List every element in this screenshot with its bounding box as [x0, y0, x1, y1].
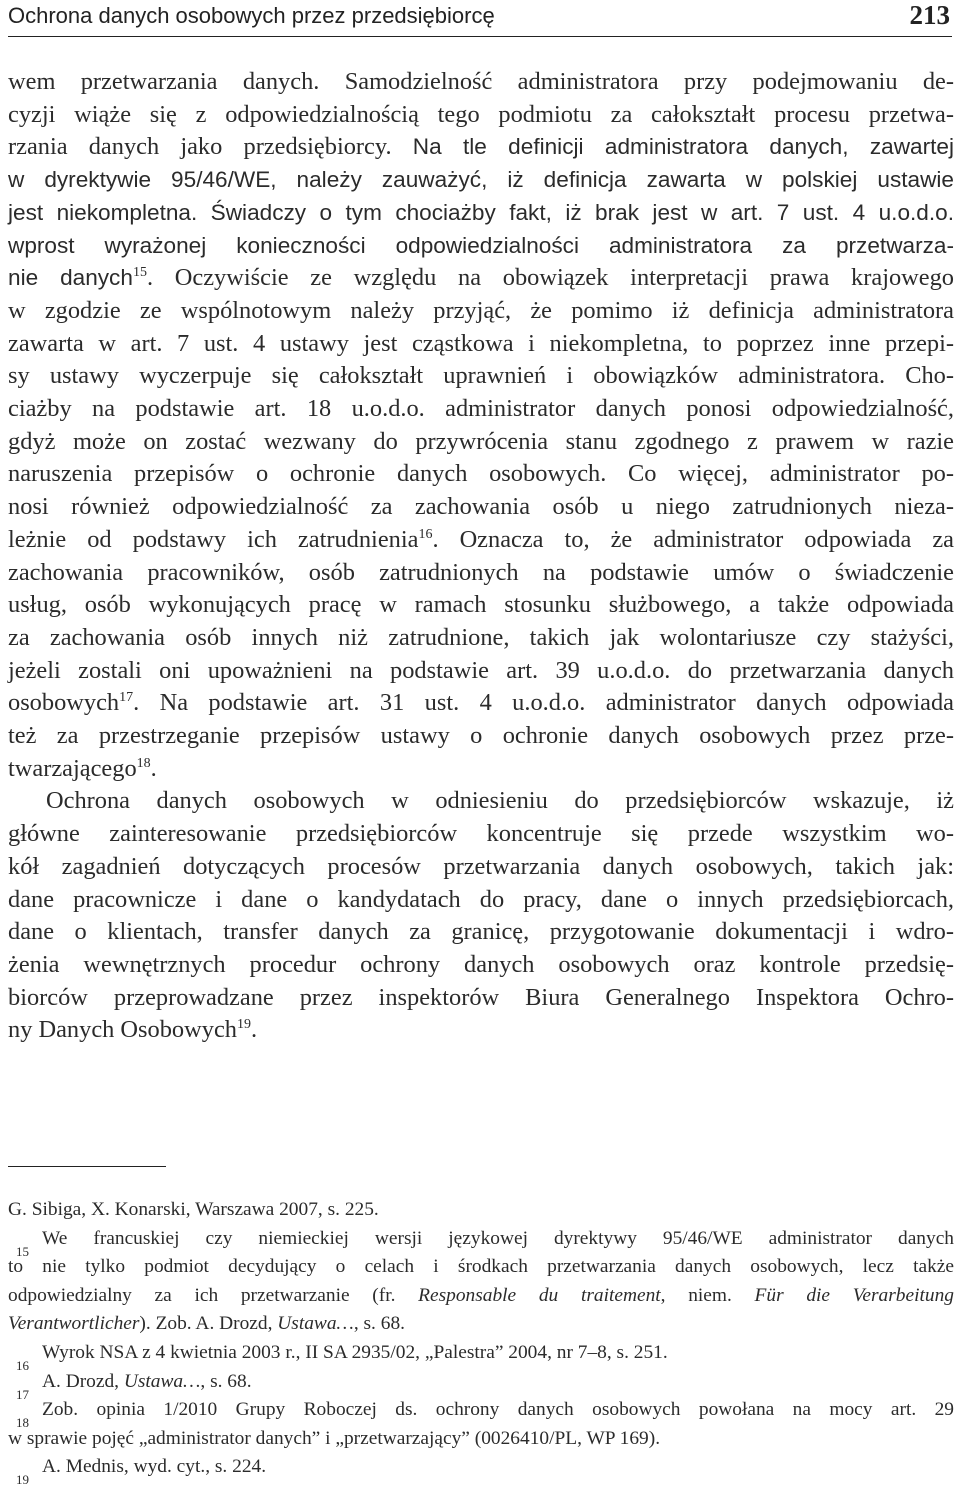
text-segment: . Oczywiście ze względu na obowiązek interpretacji prawa krajowego: [146, 264, 954, 292]
text-line: zachowania pracowników, osób zatrudnionych na podstawie umów o świadczenie: [8, 558, 954, 586]
footnote-italic: Responsable du traitement: [418, 1284, 661, 1306]
footnote-15-line: [8, 1282, 954, 1311]
footnote-ref-18[interactable]: 18: [136, 755, 151, 771]
text-segment-sans: nie danych: [8, 265, 133, 291]
text-line: kół zagadnień dotyczących procesów przetwarzania danych osobowych, takich jak:: [8, 852, 954, 880]
text-line: jeżeli zostali oni upoważnieni na podstawie art. 39 u.o.d.o. do przetwarzania danych: [8, 656, 954, 684]
footnote-number-text: 18: [16, 1415, 29, 1431]
text-line: żenia wewnętrznych procedur ochrony danych osobowych oraz kontrole przedsię-: [8, 950, 954, 978]
footnote-number-text: 19: [16, 1472, 29, 1488]
text-line: sy ustawy wyczerpuje się całokształt uprawnień i obowiązków administratora. Cho-: [8, 362, 954, 390]
footnote-19: [8, 1453, 954, 1488]
footnote-text: Zob. opinia 1/2010 Grupy Roboczej ds. ochrony danych osobowych powołana na mocy art. 29: [42, 1399, 954, 1421]
footnote-text: A. Mednis, wyd. cyt., s. 224.: [42, 1456, 267, 1478]
text-line: jest niekompletna. Świadczy o tym chociażby fakt, iż brak jest w art. 7 ust. 4 u.o.d.o.: [8, 199, 954, 225]
text-segment: twarzającego: [8, 754, 137, 782]
footnote-italic: Ustawa…: [123, 1370, 201, 1392]
text-segment: 4 ustawy jest cząstkowa i niekompletna, to poprzez inne przepi-: [238, 329, 955, 357]
text-line: gdyż może on zostać wezwany do przywrócenia stanu zgodnego z prawem w razie: [8, 427, 954, 455]
footnote-text: , s. 68.: [353, 1313, 405, 1335]
text-line: ciażby na podstawie art. 18 u.o.d.o. administrator danych ponosi odpowiedzialność,: [8, 395, 954, 423]
text-line: w zgodzie ze wspólnotowym należy przyjąć, że pomimo iż definicja administratora: [8, 296, 954, 324]
footnote-16: [8, 1339, 954, 1373]
main-text: [8, 66, 954, 1047]
footnote-italic: Verantwortlicher: [8, 1313, 140, 1335]
footnote-text: ). Zob. A. Drozd,: [139, 1313, 278, 1335]
text-segment-sans: Na tle definicji administratora danych, zawartej: [412, 134, 954, 160]
text-segment: rzania danych jako przedsiębiorcy.: [8, 133, 392, 161]
footnote-text: odpowiedzialny za ich przetwarzanie (fr.: [8, 1284, 419, 1306]
text-line: główne zainteresowanie przedsiębiorców koncentruje się przede wszystkim wo-: [8, 820, 954, 848]
text-line: [8, 262, 954, 295]
footnote-text: , niem.: [660, 1284, 755, 1306]
text-line: [8, 753, 954, 786]
footnote-15-line: [8, 1310, 954, 1339]
text-line: też za przestrzeganie przepisów ustawy o ochronie danych osobowych przez prze-: [8, 722, 954, 750]
footnote-number-text: 16: [16, 1357, 29, 1373]
footnote-separator: [8, 1166, 166, 1167]
text-line: dane pracownicze i dane o kandydatach do pracy, dane o innych przedsiębiorcach,: [8, 885, 954, 913]
text-line: [8, 131, 954, 164]
text-line: [8, 687, 954, 720]
footnote-18-line: w sprawie pojęć „administrator danych” i „przetwarzający” (0026410/PL, WP 169).: [8, 1427, 661, 1449]
footnote-18: [8, 1396, 954, 1431]
text-segment: ny Danych Osobowych: [8, 1016, 237, 1044]
footnote-ref-19[interactable]: 19: [236, 1017, 251, 1033]
footnote-number-text: 15: [16, 1243, 29, 1259]
text-segment: . Na podstawie art. 31 ust. 4 u.o.d.o. administrator danych odpowiada: [133, 689, 954, 717]
text-line: [8, 524, 954, 557]
paragraph-1: [8, 66, 954, 785]
footnote-italic: Für die Verarbeitung: [754, 1284, 954, 1306]
text-segment: .: [250, 1016, 258, 1044]
text-line: Ochrona danych osobowych w odniesieniu do przedsiębiorców wskazuje, iż: [46, 787, 954, 815]
footnote-ref-16[interactable]: 16: [418, 526, 433, 542]
text-line: dane o klientach, transfer danych za granicę, przygotowanie dokumentacji i wdro-: [8, 918, 954, 946]
footnote-text: Wyrok NSA z 4 kwietnia 2003 r., II SA 2935/02, „Palestra” 2004, nr 7–8, s. 251.: [42, 1341, 668, 1363]
paragraph-2: [8, 785, 954, 1047]
running-header: [8, 0, 952, 37]
footnote-text: , s. 68.: [200, 1370, 252, 1392]
footnote-continuation: G. Sibiga, X. Konarski, Warszawa 2007, s. 225.: [8, 1199, 379, 1220]
text-line: naruszenia przepisów o ochronie danych osobowych. Co więcej, administrator po-: [8, 460, 954, 488]
footnote-italic: Ustawa…: [277, 1313, 354, 1335]
text-segment: leżnie od podstawy ich zatrudnienia: [8, 525, 419, 553]
text-segment: osobowych: [8, 689, 120, 717]
text-line: wprost wyrażonej konieczności odpowiedzialności administratora za przetwarza-: [8, 232, 954, 258]
text-line: wem przetwarzania danych. Samodzielność administratora przy podejmowaniu de-: [8, 68, 954, 95]
footnote-ref-15[interactable]: 15: [132, 265, 147, 281]
text-segment: . Oznacza to, że administrator odpowiada za: [432, 525, 954, 553]
text-line: cyzji wiąże się z odpowiedzialnością tego podmiotu za całokształt procesu przetwa-: [8, 100, 954, 128]
text-line: [8, 1014, 954, 1047]
footnote-text: A. Drozd,: [42, 1370, 124, 1392]
footnote-ref-17[interactable]: 17: [119, 690, 134, 706]
footnote-15-line: to nie tylko podmiot decydujący o celach i środkach przetwarzania danych osobowych, lecz także: [8, 1256, 954, 1278]
footnote-text: We francuskiej czy niemieckiej wersji językowej dyrektywy 95/46/WE administrator danych: [42, 1227, 954, 1249]
footnote-15: [8, 1225, 954, 1259]
text-line: biorców przeprowadzane przez inspektorów Biura Generalnego Inspektora Ochro-: [8, 983, 954, 1011]
running-title: Ochrona danych osobowych przez przedsiębiorcę: [8, 3, 495, 28]
text-line: w dyrektywie 95/46/WE, należy zauważyć, iż definicja zawarta w polskiej ustawie: [8, 167, 954, 193]
footnotes: [8, 1196, 954, 1488]
text-segment: zawarta w art. 7 ust.: [8, 329, 239, 357]
text-line: za zachowania osób innych niż zatrudnione, takich jak wolontariusze czy stażyści,: [8, 623, 954, 651]
footnote-17: [8, 1368, 954, 1402]
page-number: 213: [909, 0, 950, 30]
text-segment: .: [150, 754, 157, 782]
footnote-number-text: 17: [16, 1386, 29, 1402]
text-line: usług, osób wykonujących pracę w ramach stosunku służbowego, a także odpowiada: [8, 591, 954, 619]
text-line: [8, 328, 954, 361]
text-line: nosi również odpowiedzialność za zachowania osób u niego zatrudnionych nieza-: [8, 493, 954, 521]
